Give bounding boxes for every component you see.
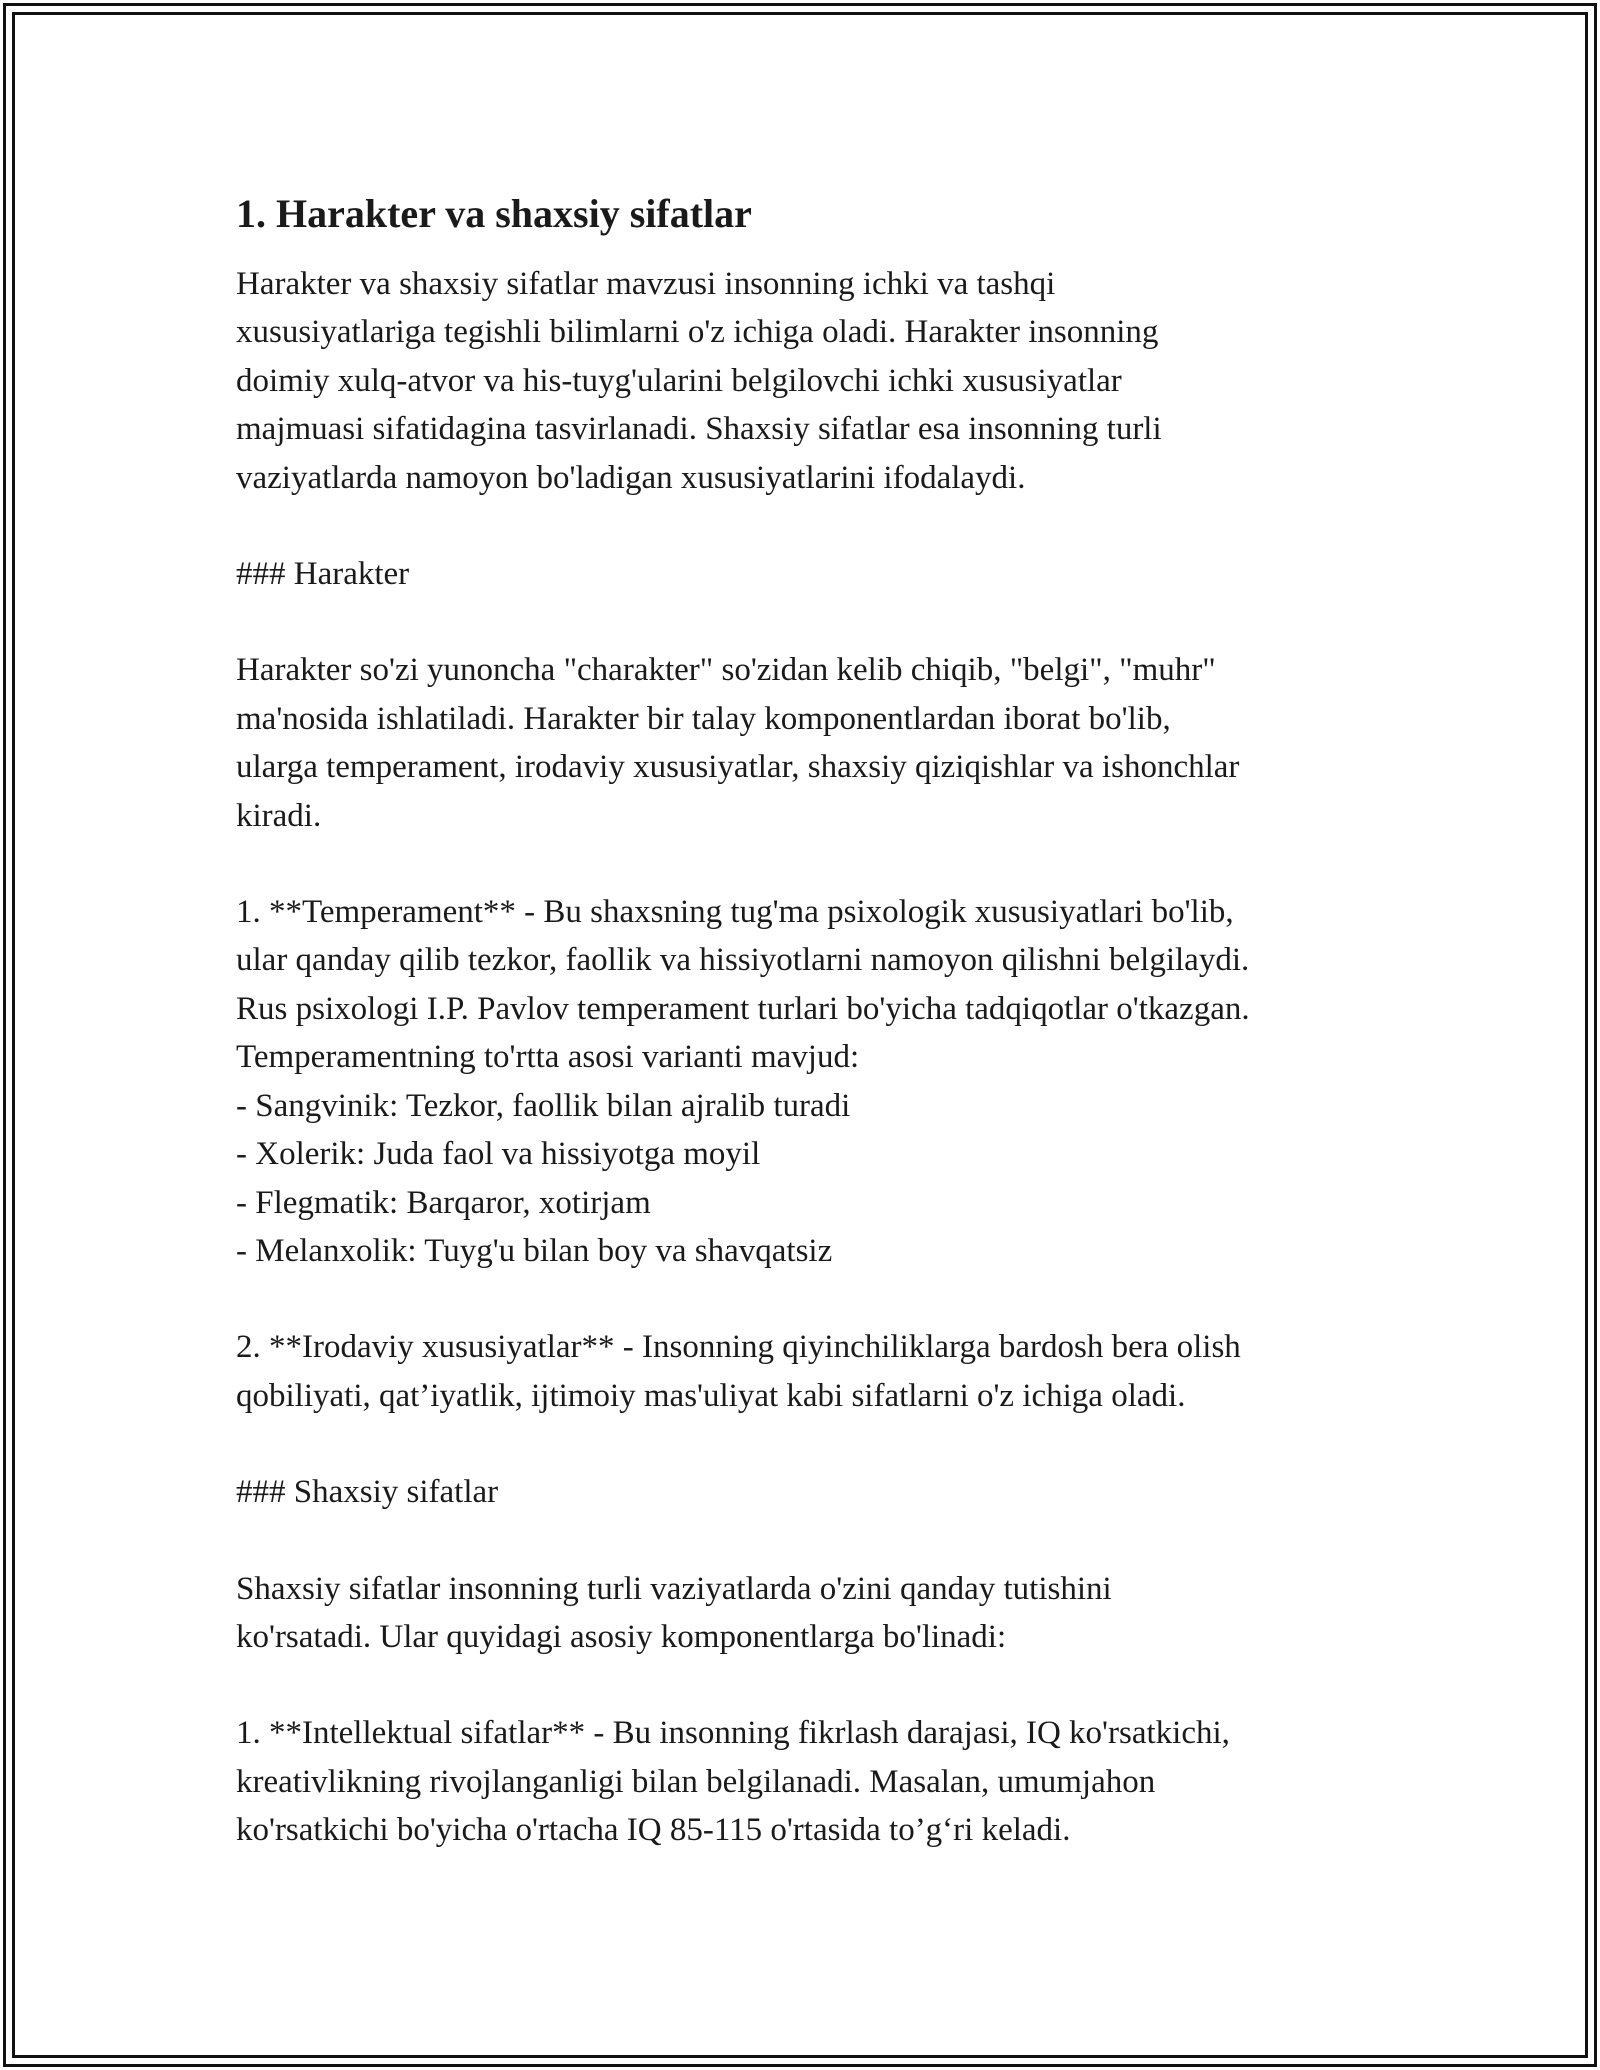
paragraph-intro: Harakter va shaxsiy sifatlar mavzusi insonning ichki va tashqi xususiyatlariga tegishli bilimlarni o'z ichiga oladi. Harakter insonning doimiy xulq-atvor va his-tuyg'ularini belgilovchi ichki xususiyatlar majmuasi sifatidagina tasvirlanadi. Shaxsiy sifatlar esa insonning turli vaziyatlarda namoyon bo'ladigan xususiyatlarini ifodalaydi. — [236, 266, 1162, 496]
list-item-irodaviy: 2. **Irodaviy xususiyatlar** - Insonning qiyinchiliklarga bardosh bera olish qobiliyati, qat’iyatlik, ijtimoiy mas'uliyat kabi sifatlarni o'z ichiga oladi. — [236, 1329, 1241, 1414]
document-title: 1. Harakter va shaxsiy sifatlar — [236, 191, 752, 236]
heading-harakter: ### Harakter — [236, 556, 410, 593]
heading-shaxsiy-sifatlar: ### Shaxsiy sifatlar — [236, 1474, 499, 1511]
paragraph-harakter-definition: Harakter so'zi yunoncha "charakter" so'zidan kelib chiqib, "belgi", "muhr" ma'nosida ishlatiladi. Harakter bir talay komponentlardan iborat bo'lib, ularga temperament, irodaviy xususiyatlar, shaxsiy qiziqishlar va ishonchlar kiradi. — [236, 652, 1240, 834]
list-item-intellektual: 1. **Intellektual sifatlar** - Bu insonning fikrlash darajasi, IQ ko'rsatkichi, kreativlikning rivojlanganligi bilan belgilanadi. Masalan, umumjahon ko'rsatkichi bo'yicha o'rtacha IQ 85-115 o'rtasida to’g‘ri keladi. — [236, 1715, 1230, 1849]
paragraph-shaxsiy-intro: Shaxsiy sifatlar insonning turli vaziyatlarda o'zini qanday tutishini ko'rsatadi. Ular quyidagi asosiy komponentlarga bo'linadi: — [236, 1570, 1112, 1655]
list-item-temperament: 1. **Temperament** - Bu shaxsning tug'ma psixologik xususiyatlari bo'lib, ular qanday qilib tezkor, faollik va hissiyotlarni namoyon qilishni belgilaydi. Rus psixologi I.P. Pavlov temperament turlari bo'yicha tadqiqotlar o'tkazgan. Temperamentning to'rtta asosi varianti mavjud: - Sangvinik: Tezkor, faollik bilan ajralib turadi - Xolerik: Juda faol va hissiyotga moyil - Flegmatik: Barqaror, xotirjam - Melanxolik: Tuyg'u bilan boy va shavqatsiz — [236, 894, 1250, 1269]
document-body — [236, 186, 1396, 1903]
